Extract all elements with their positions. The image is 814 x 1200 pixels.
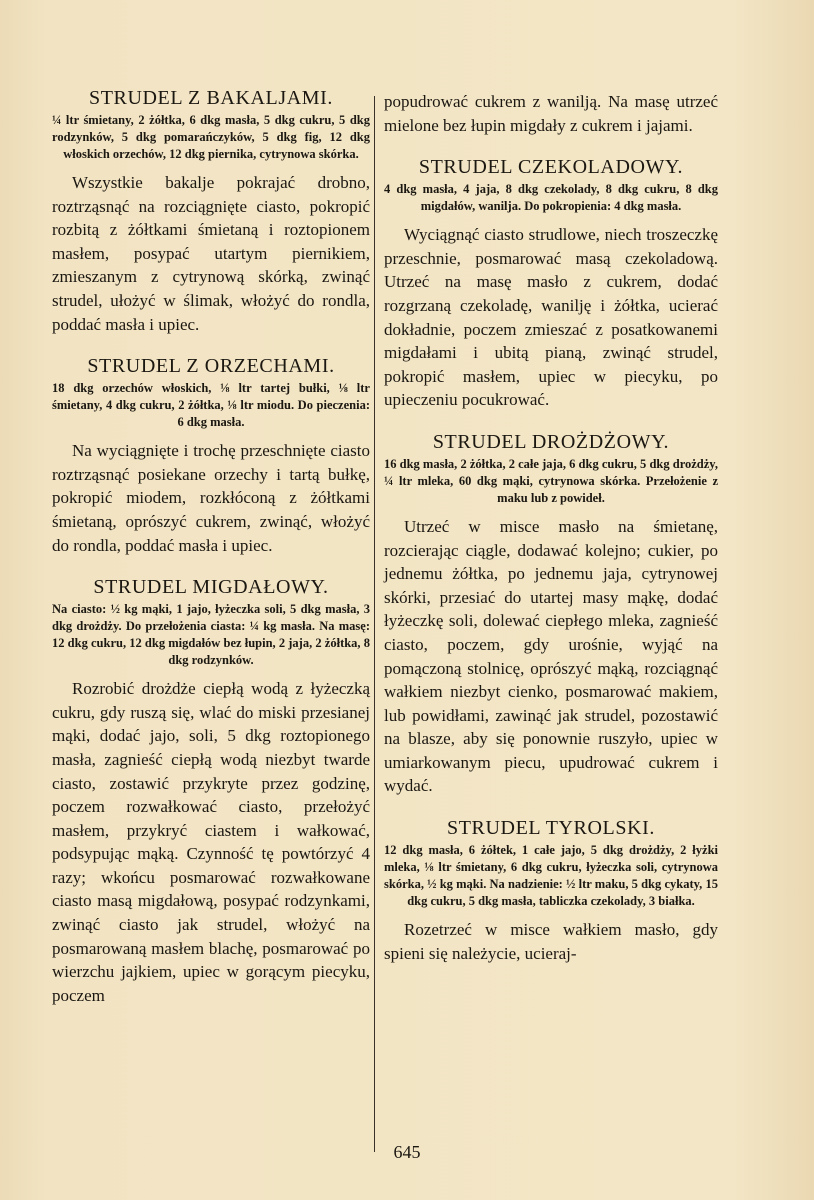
right-column [384,90,718,983]
recipe-instructions: Wyciągnąć ciasto strudlowe, niech troszeczkę przeschnie, posmarować masą czekoladową. Utrzeć na masę masło z cukrem, dodać rozgrzaną czekoladę, wanilję i żółtka, ucierać dokładnie, poczem zmieszać z posatkowanemi migdałami i ubitą pianą, zwinąć strudel, pokropić masłem, upiec w piecyku, po upieczeniu pocukrować. [384,225,718,410]
recipe-instructions: Rozrobić drożdże ciepłą wodą z łyżeczką cukru, gdy ruszą się, wlać do miski przesianej mąki, dodać jajo, soli, 5 dkg roztopionego masła, zagnieść ciepłą wodą niezbyt twarde ciasto, zostawić przykryte przez godzinę, poczem rozwałkować ciasto, przełożyć masłem, przykryć ciastem i wałkować, podsypując mąką. Czynność tę powtórzyć 4 razy; wkońcu posmarować rozwałkowane ciasto masą migdałową, posypać rodzynkami, zwinąć ciasto jak strudel, włożyć na posmarowaną masłem blachę, posmarować po wierzchu jajkiem, upiec w gorącym piecyku, poczem [52,679,370,1005]
recipe-strudel-tyrolski [384,816,718,965]
page-number: 645 [393,1142,421,1162]
column-divider [374,96,375,1152]
recipe-instructions: Utrzeć w misce masło na śmietanę, rozcierając ciągle, dodawać kolejno; cukier, po jednemu żółtka, po jednemu jaja, cytrynowej skórki, przesiać do utartej masy mąkę, dodać łyżeczkę soli, dolewać ciepłego mleka, zagnieść ciasto, poczem, gdy urośnie, wyjąć na pomączoną stolnicę, oprószyć mąką, rozciągnąć wałkiem niezbyt cienko, posmarować makiem, lub powidłami, zawinąć jak strudel, pozostawić na blasze, aby się ponownie ruszyło, upiec w umiarkowanym piecu, upudrować cukrem i wydać. [384,516,718,796]
recipe-ingredients: Na ciasto: ½ kg mąki, 1 jajo, łyżeczka soli, 5 dkg masła, 3 dkg drożdży. Do przełożenia ciasta: ¼ kg masła. Na masę: 12 dkg cukru, 12 dkg migdałów bez łupin, 2 jaja, 2 żółtka, 8 dkg rodzynków. [52,602,370,668]
recipe-ingredients: 12 dkg masła, 6 żółtek, 1 całe jajo, 5 dkg drożdży, 2 łyżki mleka, ⅛ ltr śmietany, 6 dkg cukru, łyżeczka soli, cytrynowa skórka, ½ kg mąki. Na nadzienie: ½ ltr maku, 5 dkg cykaty, 15 dkg cukru, 5 dkg masła, tabliczka czekolady, 3 białka. [384,843,718,909]
recipe-strudel-z-bakaljami [52,86,370,336]
recipe-title: STRUDEL Z BAKALJAMI. [88,87,334,109]
recipe-instructions: Rozetrzeć w misce wałkiem masło, gdy spieni się należycie, ucieraj- [384,920,718,963]
recipe-title: STRUDEL TYROLSKI. [447,817,655,840]
recipe-strudel-czekoladowy [384,155,718,412]
recipe-strudel-z-orzechami [52,354,370,557]
recipe-ingredients: 16 dkg masła, 2 żółtka, 2 całe jaja, 6 dkg cukru, 5 dkg drożdży, ¼ ltr mleka, 60 dkg mąki, cytrynowa skórka. Przełożenie z maku lub z powideł. [384,456,718,505]
left-column [52,86,370,1025]
continued-text [384,90,718,137]
recipe-title: STRUDEL DROŻDŻOWY. [432,430,670,453]
recipe-ingredients: 4 dkg masła, 4 jaja, 8 dkg czekolady, 8 dkg cukru, 8 dkg migdałów, wanilja. Do pokropienia: 4 dkg masła. [384,182,718,214]
recipe-title: STRUDEL Z ORZECHAMI. [87,355,335,378]
recipe-strudel-drozdzowy [384,430,718,798]
recipe-strudel-migdalowy [52,575,370,1007]
recipe-instructions: Na wyciągnięte i trochę przeschnięte ciasto roztrząsnąć posiekane orzechy i tartą bułkę, pokropić miodem, rozkłóconą z żółtkami śmietaną, oprószyć cukrem, zwinąć, włożyć do rondla, poddać masła i upiec. [52,441,370,555]
recipe-instructions: Wszystkie bakalje pokrajać drobno, roztrząsnąć na rozciągnięte ciasto, pokropić rozbitą z żółtkami śmietaną i roztopionem masłem, posypać utartym piernikiem, zmieszanym z cytrynową skórką, zwinąć strudel, ułożyć w ślimak, włożyć do rondla, poddać masła i upiec. [52,173,370,334]
recipe-ingredients: 18 dkg orzechów włoskich, ⅛ ltr tartej bułki, ⅛ ltr śmietany, 4 dkg cukru, 2 żółtka, ⅛ ltr miodu. Do pieczenia: 6 dkg masła. [52,381,370,430]
recipe-title: STRUDEL CZEKOLADOWY. [418,156,684,179]
continued-instructions: popudrować cukrem z wanilją. Na masę utrzeć mielone bez łupin migdały z cukrem i jajami. [384,92,718,135]
recipe-ingredients: ¼ ltr śmietany, 2 żółtka, 6 dkg masła, 5 dkg cukru, 5 dkg rodzynków, 5 dkg pomarańczyków, 5 dkg fig, 12 dkg włoskich orzechów, 12 dkg piernika, cytrynowa skórka. [52,113,370,161]
recipe-title: STRUDEL MIGDAŁOWY. [93,576,329,599]
